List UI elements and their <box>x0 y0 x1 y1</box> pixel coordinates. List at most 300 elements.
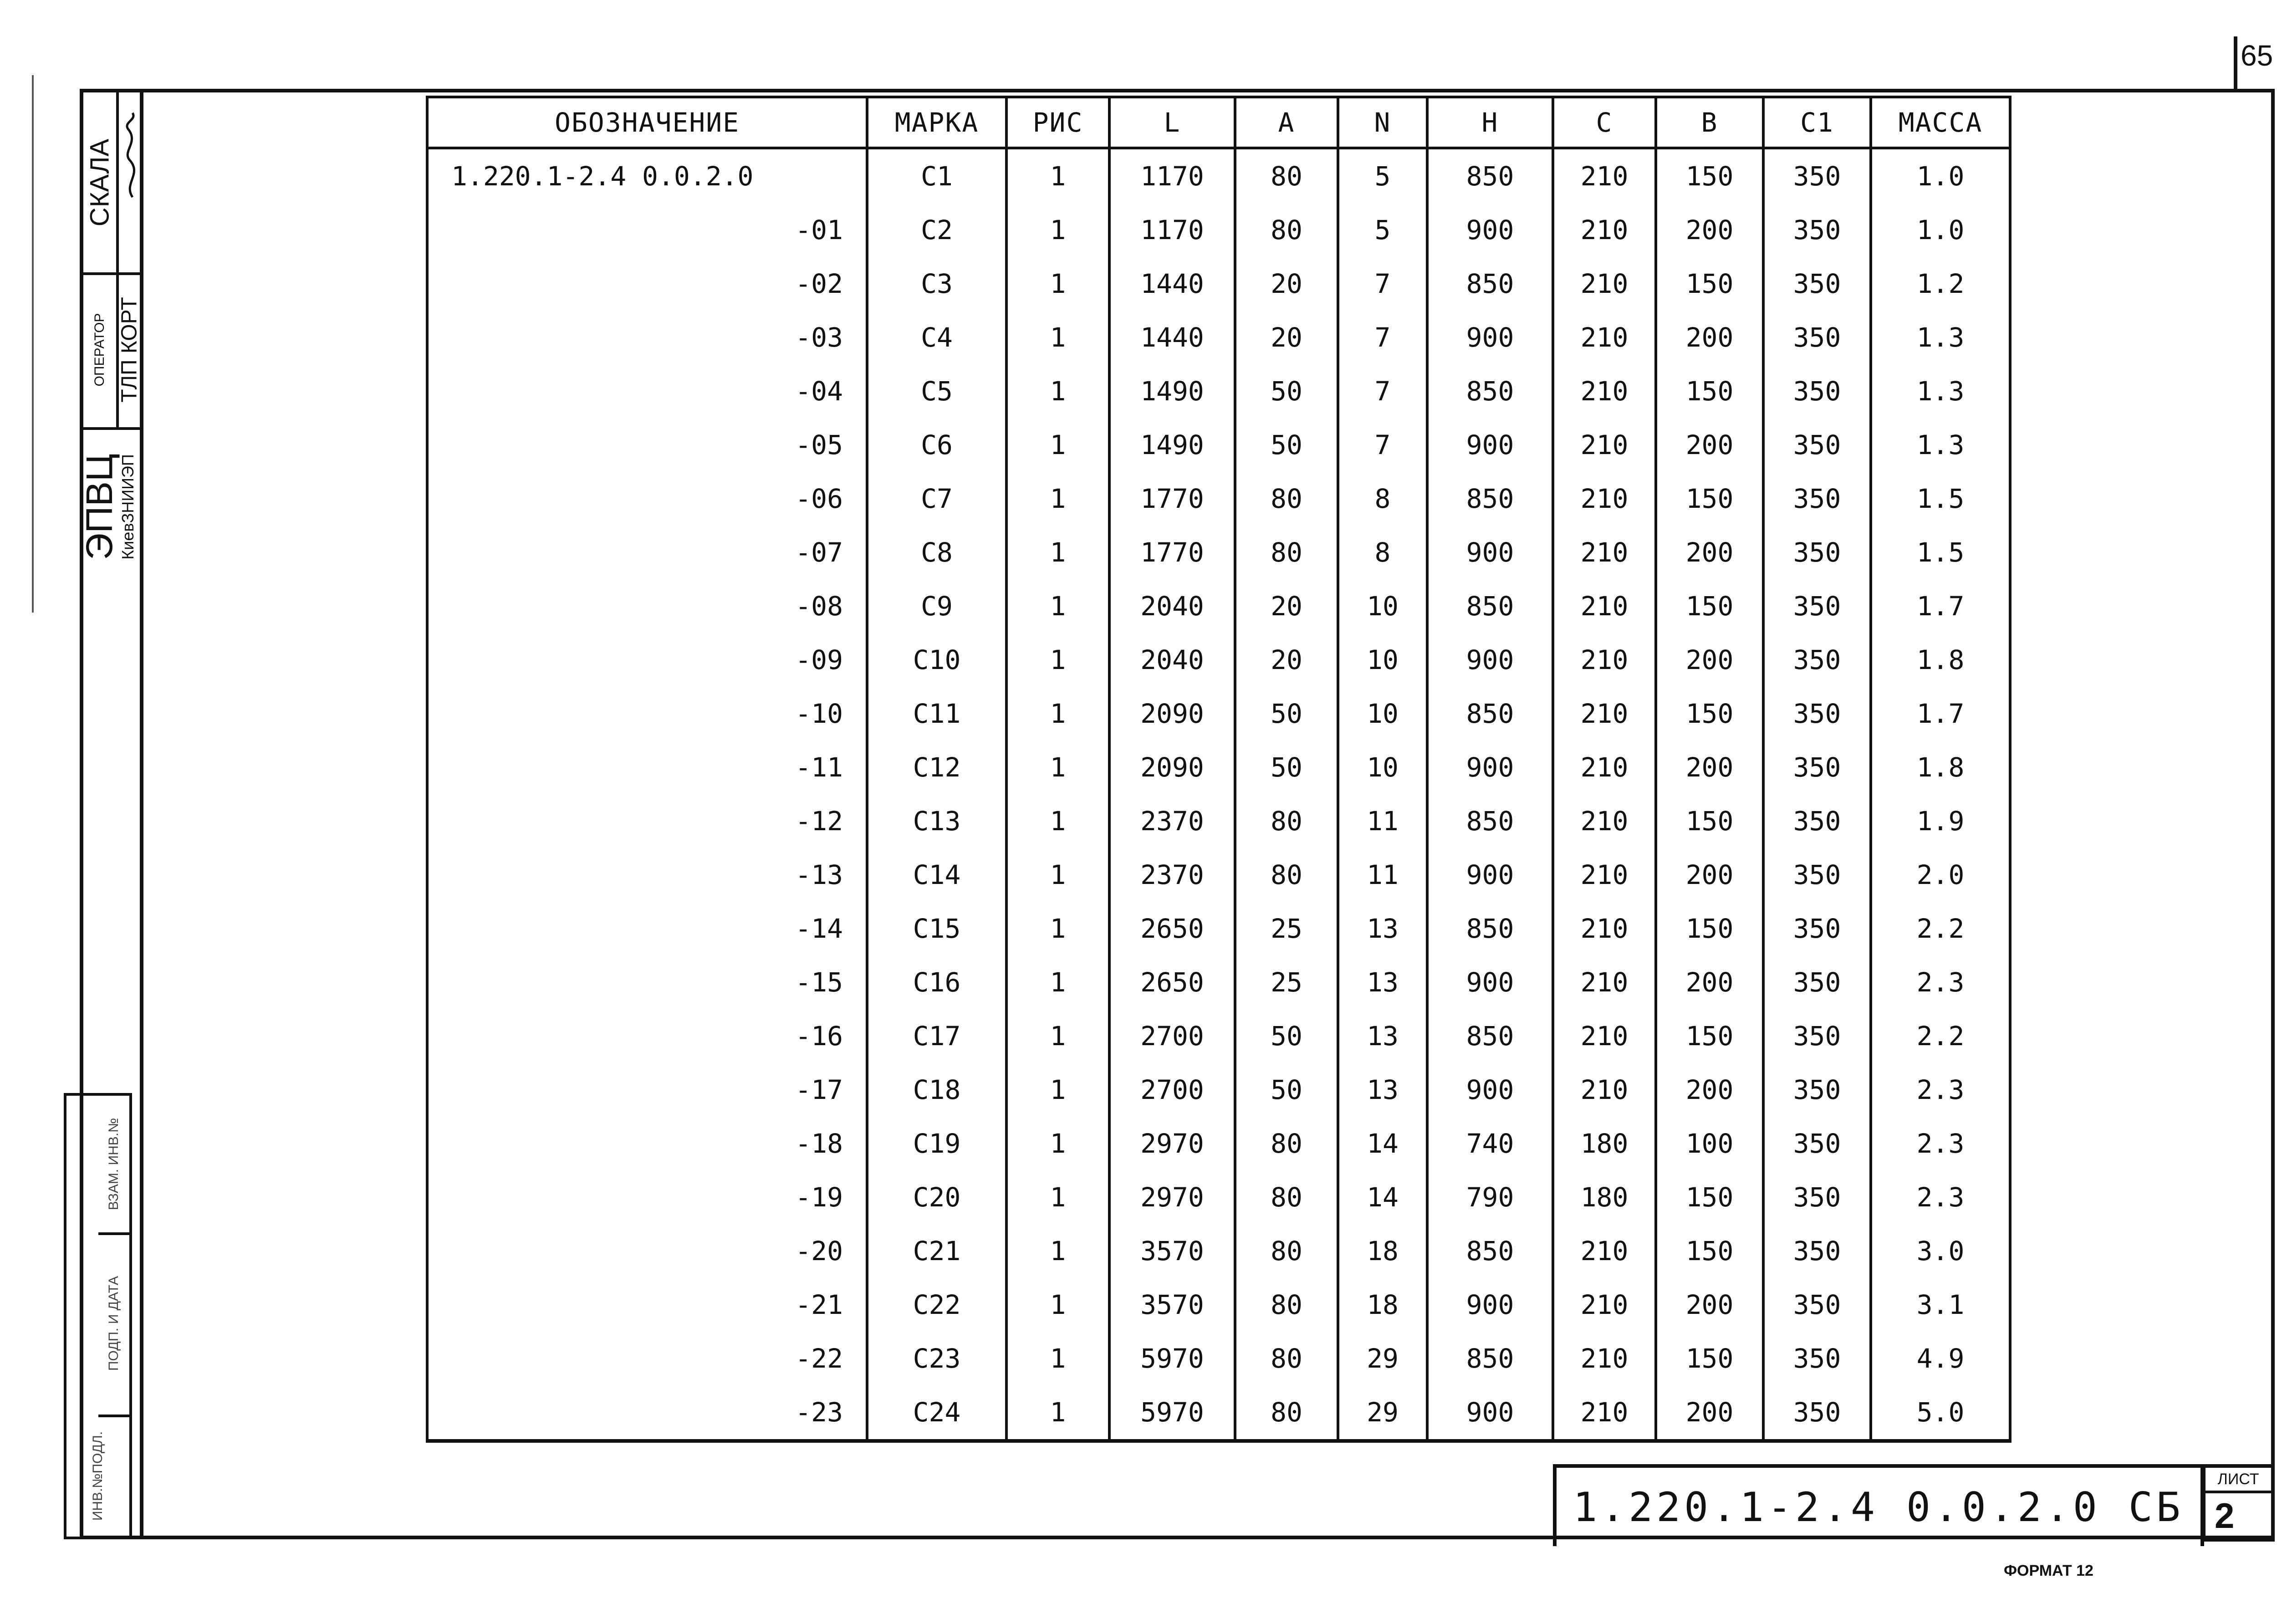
column-header: РИС <box>1006 97 1109 148</box>
inventory-label: ИНВ.№ПОДЛ. <box>90 1431 105 1521</box>
table-cell: 180 <box>1553 1117 1656 1170</box>
table-cell: 200 <box>1656 633 1763 687</box>
table-cell: 200 <box>1656 526 1763 579</box>
table-cell: 2370 <box>1109 848 1235 902</box>
table-cell: 1 <box>1006 1332 1109 1385</box>
table-cell: 7 <box>1338 364 1427 418</box>
page-number: 65 <box>2241 39 2273 72</box>
table-cell: 2090 <box>1109 687 1235 741</box>
table-cell: 350 <box>1763 364 1871 418</box>
table-cell: 350 <box>1763 1009 1871 1063</box>
table-cell: 350 <box>1763 203 1871 257</box>
table-cell: 2.3 <box>1871 1117 2010 1170</box>
table-cell: C8 <box>867 526 1006 579</box>
table-cell: -23 <box>427 1385 867 1441</box>
table-cell: 210 <box>1553 633 1656 687</box>
table-cell: 900 <box>1427 741 1553 794</box>
table-cell: 1.9 <box>1871 794 2010 848</box>
table-cell: 150 <box>1656 1224 1763 1278</box>
table-cell: 850 <box>1427 687 1553 741</box>
table-cell: -10 <box>427 687 867 741</box>
table-row <box>427 579 2010 633</box>
table-cell: 1 <box>1006 526 1109 579</box>
table-cell: 350 <box>1763 148 1871 203</box>
table-cell: 10 <box>1338 687 1427 741</box>
table-cell: 80 <box>1235 1224 1338 1278</box>
table-cell: 350 <box>1763 579 1871 633</box>
table-cell: 80 <box>1235 203 1338 257</box>
table-cell: 1 <box>1006 579 1109 633</box>
table-cell: 350 <box>1763 472 1871 526</box>
column-header: B <box>1656 97 1763 148</box>
table-row <box>427 902 2010 955</box>
table-cell: 350 <box>1763 848 1871 902</box>
column-header: N <box>1338 97 1427 148</box>
table-cell: 2700 <box>1109 1063 1235 1117</box>
table-cell: 350 <box>1763 1117 1871 1170</box>
sheet-box <box>2202 1464 2275 1542</box>
table-row <box>427 794 2010 848</box>
table-cell: 7 <box>1338 418 1427 472</box>
table-cell: 1770 <box>1109 526 1235 579</box>
table-cell: 210 <box>1553 526 1656 579</box>
table-cell: 210 <box>1553 902 1656 955</box>
table-cell: 1 <box>1006 1117 1109 1170</box>
table-cell: 200 <box>1656 311 1763 364</box>
table-cell: 350 <box>1763 955 1871 1009</box>
table-cell: 1440 <box>1109 257 1235 311</box>
table-cell: 2040 <box>1109 579 1235 633</box>
table-cell: 1 <box>1006 902 1109 955</box>
signature-icon <box>119 111 146 202</box>
table-cell: 350 <box>1763 687 1871 741</box>
table-cell: 80 <box>1235 1170 1338 1224</box>
table-cell: 210 <box>1553 741 1656 794</box>
table-cell: 80 <box>1235 472 1338 526</box>
table-cell: 350 <box>1763 1385 1871 1441</box>
table-cell: -08 <box>427 579 867 633</box>
table-cell: 2.0 <box>1871 848 2010 902</box>
table-cell: 210 <box>1553 1385 1656 1441</box>
table-cell: 210 <box>1553 148 1656 203</box>
scale-label: СКАЛА <box>85 138 115 226</box>
table-cell: -07 <box>427 526 867 579</box>
table-cell: -21 <box>427 1278 867 1332</box>
table-cell: -14 <box>427 902 867 955</box>
table-cell: 350 <box>1763 741 1871 794</box>
table-cell: 850 <box>1427 579 1553 633</box>
table-cell: 210 <box>1553 257 1656 311</box>
table-cell: -15 <box>427 955 867 1009</box>
table-row <box>427 1278 2010 1332</box>
table-cell: 900 <box>1427 955 1553 1009</box>
table-cell: 350 <box>1763 526 1871 579</box>
table-cell: 350 <box>1763 1332 1871 1385</box>
table-cell: 150 <box>1656 902 1763 955</box>
table-cell: 50 <box>1235 687 1338 741</box>
table-cell: C2 <box>867 203 1006 257</box>
table-row <box>427 1170 2010 1224</box>
table-row <box>427 364 2010 418</box>
operator-value: ТЛП КОРТ <box>117 297 142 403</box>
table-cell: 900 <box>1427 633 1553 687</box>
table-cell: -02 <box>427 257 867 311</box>
table-row <box>427 418 2010 472</box>
scale-cell <box>83 92 140 275</box>
table-cell: C4 <box>867 311 1006 364</box>
table-cell: 1 <box>1006 1063 1109 1117</box>
column-header: C1 <box>1763 97 1871 148</box>
table-cell: 3570 <box>1109 1224 1235 1278</box>
table-cell: 210 <box>1553 848 1656 902</box>
table-cell: 13 <box>1338 1009 1427 1063</box>
table-cell: 2090 <box>1109 741 1235 794</box>
table-cell: C23 <box>867 1332 1006 1385</box>
table-cell: 80 <box>1235 1278 1338 1332</box>
sign-date-cell <box>98 1232 129 1417</box>
table-cell: 210 <box>1553 1009 1656 1063</box>
table-cell: -11 <box>427 741 867 794</box>
table-cell: 1 <box>1006 1278 1109 1332</box>
table-cell: 50 <box>1235 1009 1338 1063</box>
table-cell: 2970 <box>1109 1117 1235 1170</box>
table-cell: 210 <box>1553 418 1656 472</box>
table-cell: 1 <box>1006 741 1109 794</box>
table-cell: 50 <box>1235 741 1338 794</box>
table-cell: 80 <box>1235 1117 1338 1170</box>
table-cell: 1.3 <box>1871 364 2010 418</box>
table-row <box>427 633 2010 687</box>
table-row <box>427 741 2010 794</box>
table-cell: -13 <box>427 848 867 902</box>
format-label: ФОРМАТ 12 <box>2004 1562 2093 1579</box>
table-cell: 1 <box>1006 1009 1109 1063</box>
table-cell: 1 <box>1006 848 1109 902</box>
table-cell: 200 <box>1656 741 1763 794</box>
table-cell: 2650 <box>1109 955 1235 1009</box>
table-cell: 210 <box>1553 579 1656 633</box>
table-cell: C11 <box>867 687 1006 741</box>
table-cell: 1 <box>1006 1170 1109 1224</box>
table-cell: 2700 <box>1109 1009 1235 1063</box>
table-cell: 210 <box>1553 1332 1656 1385</box>
table-cell: -22 <box>427 1332 867 1385</box>
table-row <box>427 1117 2010 1170</box>
table-cell: 150 <box>1656 1332 1763 1385</box>
table-cell: C3 <box>867 257 1006 311</box>
table-cell: 350 <box>1763 902 1871 955</box>
table-cell: 80 <box>1235 1385 1338 1441</box>
table-cell: 350 <box>1763 1278 1871 1332</box>
column-header: ОБОЗНАЧЕНИЕ <box>427 97 867 148</box>
table-cell: 8 <box>1338 472 1427 526</box>
table-cell: 5 <box>1338 203 1427 257</box>
table-cell: -16 <box>427 1009 867 1063</box>
table-cell: 150 <box>1656 148 1763 203</box>
table-cell: 210 <box>1553 955 1656 1009</box>
table-cell: 10 <box>1338 741 1427 794</box>
table-cell: 2650 <box>1109 902 1235 955</box>
table-cell: C24 <box>867 1385 1006 1441</box>
approval-strip <box>64 1093 132 1539</box>
table-cell: 850 <box>1427 1332 1553 1385</box>
table-cell: 1.7 <box>1871 687 2010 741</box>
table-cell: -09 <box>427 633 867 687</box>
table-cell: C15 <box>867 902 1006 955</box>
table-cell: 18 <box>1338 1278 1427 1332</box>
table-row <box>427 526 2010 579</box>
table-cell: 80 <box>1235 526 1338 579</box>
table-row <box>427 1063 2010 1117</box>
table-cell: 1 <box>1006 311 1109 364</box>
table-cell: C19 <box>867 1117 1006 1170</box>
table-cell: 2.2 <box>1871 902 2010 955</box>
table-row <box>427 1224 2010 1278</box>
table-cell: 150 <box>1656 1170 1763 1224</box>
table-cell: 50 <box>1235 418 1338 472</box>
table-cell: C18 <box>867 1063 1006 1117</box>
table-cell: 200 <box>1656 203 1763 257</box>
table-cell: 1 <box>1006 148 1109 203</box>
table-cell: 1170 <box>1109 203 1235 257</box>
table-cell: 350 <box>1763 633 1871 687</box>
table-cell: C17 <box>867 1009 1006 1063</box>
operator-cell <box>83 272 140 430</box>
table-cell: 150 <box>1656 472 1763 526</box>
table-cell: 25 <box>1235 955 1338 1009</box>
table-cell: 900 <box>1427 1385 1553 1441</box>
table-cell: 900 <box>1427 526 1553 579</box>
table-cell: 7 <box>1338 257 1427 311</box>
table-cell: C5 <box>867 364 1006 418</box>
table-cell: 1 <box>1006 203 1109 257</box>
table-cell: 7 <box>1338 311 1427 364</box>
table-cell: 150 <box>1656 364 1763 418</box>
table-cell: C14 <box>867 848 1006 902</box>
table-cell: 900 <box>1427 848 1553 902</box>
column-header: A <box>1235 97 1338 148</box>
page-number-divider <box>2234 36 2237 89</box>
column-header: H <box>1427 97 1553 148</box>
table-cell: 14 <box>1338 1170 1427 1224</box>
table-cell: 1 <box>1006 418 1109 472</box>
table-cell: 1 <box>1006 794 1109 848</box>
table-cell: 350 <box>1763 418 1871 472</box>
table-cell: 50 <box>1235 364 1338 418</box>
table-cell: 150 <box>1656 257 1763 311</box>
table-cell: 10 <box>1338 633 1427 687</box>
table-cell: 13 <box>1338 1063 1427 1117</box>
table-cell: 13 <box>1338 902 1427 955</box>
table-cell: 210 <box>1553 687 1656 741</box>
table-cell: 210 <box>1553 203 1656 257</box>
table-cell: 150 <box>1656 794 1763 848</box>
table-cell: 210 <box>1553 1278 1656 1332</box>
table-row <box>427 203 2010 257</box>
table-cell: 200 <box>1656 848 1763 902</box>
table-cell: 1.7 <box>1871 579 2010 633</box>
table-cell: 3.1 <box>1871 1278 2010 1332</box>
operator-label: ОПЕРАТОР <box>92 313 107 387</box>
table-header-row <box>427 97 2010 148</box>
table-cell: 2040 <box>1109 633 1235 687</box>
table-cell: 900 <box>1427 203 1553 257</box>
table-cell: 200 <box>1656 1385 1763 1441</box>
table-cell: 1.0 <box>1871 203 2010 257</box>
table-cell: 2.3 <box>1871 1170 2010 1224</box>
table-cell: -03 <box>427 311 867 364</box>
table-cell: 850 <box>1427 1224 1553 1278</box>
table-cell: 5970 <box>1109 1385 1235 1441</box>
table-cell: 1 <box>1006 364 1109 418</box>
table-cell: 13 <box>1338 955 1427 1009</box>
table-cell: -01 <box>427 203 867 257</box>
table-cell: -20 <box>427 1224 867 1278</box>
table-cell: -19 <box>427 1170 867 1224</box>
sheet-label: ЛИСТ <box>2206 1468 2271 1493</box>
table-cell: C7 <box>867 472 1006 526</box>
table-cell: 1.2 <box>1871 257 2010 311</box>
table-cell: C12 <box>867 741 1006 794</box>
table-cell: 1.5 <box>1871 526 2010 579</box>
table-cell: 900 <box>1427 311 1553 364</box>
table-row <box>427 1009 2010 1063</box>
table-cell: 900 <box>1427 418 1553 472</box>
table-cell: 14 <box>1338 1117 1427 1170</box>
table-cell: 200 <box>1656 955 1763 1009</box>
table-cell: 1 <box>1006 955 1109 1009</box>
table-cell: 350 <box>1763 794 1871 848</box>
table-cell: 3.0 <box>1871 1224 2010 1278</box>
table-cell: 150 <box>1656 687 1763 741</box>
table-cell: 18 <box>1338 1224 1427 1278</box>
table-cell: 10 <box>1338 579 1427 633</box>
table-cell: 1490 <box>1109 364 1235 418</box>
sign-date-label: ПОДП. И ДАТА <box>106 1276 121 1371</box>
replacement-cell <box>98 1096 129 1235</box>
table-cell: 150 <box>1656 579 1763 633</box>
table-cell: C20 <box>867 1170 1006 1224</box>
table-cell: 350 <box>1763 311 1871 364</box>
table-row <box>427 472 2010 526</box>
table-cell: C9 <box>867 579 1006 633</box>
table-cell: 350 <box>1763 1063 1871 1117</box>
table-cell: 1 <box>1006 687 1109 741</box>
table-cell: 1.220.1-2.4 0.0.2.0 <box>427 148 867 203</box>
column-header: C <box>1553 97 1656 148</box>
org-sub: КиевЗНИИЭП <box>118 454 137 560</box>
table-cell: 2.2 <box>1871 1009 2010 1063</box>
table-cell: 20 <box>1235 311 1338 364</box>
table-cell: 20 <box>1235 579 1338 633</box>
sheet-number: 2 <box>2215 1496 2235 1536</box>
document-designation: 1.220.1-2.4 0.0.2.0 СБ <box>1553 1464 2204 1546</box>
table-cell: 740 <box>1427 1117 1553 1170</box>
table-cell: C6 <box>867 418 1006 472</box>
table-cell: 850 <box>1427 148 1553 203</box>
org-main: ЭПВЦ <box>79 454 120 560</box>
table-cell: 1 <box>1006 1385 1109 1441</box>
table-cell: 80 <box>1235 848 1338 902</box>
table-cell: 210 <box>1553 364 1656 418</box>
table-cell: 1170 <box>1109 148 1235 203</box>
table-cell: 1.3 <box>1871 311 2010 364</box>
table-cell: 850 <box>1427 364 1553 418</box>
table-cell: 200 <box>1656 1063 1763 1117</box>
table-cell: 50 <box>1235 1063 1338 1117</box>
organization-cell <box>79 427 140 587</box>
table-cell: -17 <box>427 1063 867 1117</box>
table-row <box>427 687 2010 741</box>
table-cell: 850 <box>1427 472 1553 526</box>
table-cell: 200 <box>1656 1278 1763 1332</box>
table-cell: 2.3 <box>1871 1063 2010 1117</box>
table-cell: 100 <box>1656 1117 1763 1170</box>
table-cell: 150 <box>1656 1009 1763 1063</box>
margin-line <box>32 75 34 613</box>
table-row <box>427 148 2010 203</box>
table-cell: 350 <box>1763 257 1871 311</box>
table-cell: 8 <box>1338 526 1427 579</box>
table-cell: 900 <box>1427 1278 1553 1332</box>
table-cell: -05 <box>427 418 867 472</box>
table-cell: 1.5 <box>1871 472 2010 526</box>
table-cell: 25 <box>1235 902 1338 955</box>
table-cell: 1490 <box>1109 418 1235 472</box>
table-cell: 29 <box>1338 1332 1427 1385</box>
table-cell: 180 <box>1553 1170 1656 1224</box>
table-cell: -18 <box>427 1117 867 1170</box>
table-row <box>427 848 2010 902</box>
table-cell: C21 <box>867 1224 1006 1278</box>
table-cell: 4.9 <box>1871 1332 2010 1385</box>
table-cell: 1 <box>1006 1224 1109 1278</box>
table-cell: 2.3 <box>1871 955 2010 1009</box>
table-cell: 850 <box>1427 257 1553 311</box>
table-cell: 1.8 <box>1871 741 2010 794</box>
replacement-label: ВЗАМ. ИНВ.№ <box>106 1118 121 1210</box>
column-header: МАССА <box>1871 97 2010 148</box>
table-cell: 200 <box>1656 418 1763 472</box>
table-cell: C16 <box>867 955 1006 1009</box>
table-cell: 350 <box>1763 1224 1871 1278</box>
table-cell: 850 <box>1427 794 1553 848</box>
column-header: L <box>1109 97 1235 148</box>
table-cell: 350 <box>1763 1170 1871 1224</box>
table-cell: 900 <box>1427 1063 1553 1117</box>
table-cell: 80 <box>1235 794 1338 848</box>
table-row <box>427 311 2010 364</box>
table-row <box>427 257 2010 311</box>
table-cell: 790 <box>1427 1170 1553 1224</box>
table-cell: -12 <box>427 794 867 848</box>
table-cell: -04 <box>427 364 867 418</box>
table-cell: 20 <box>1235 257 1338 311</box>
table-cell: 2370 <box>1109 794 1235 848</box>
table-cell: 80 <box>1235 1332 1338 1385</box>
table-cell: 210 <box>1553 1063 1656 1117</box>
table-cell: 1440 <box>1109 311 1235 364</box>
table-cell: -06 <box>427 472 867 526</box>
table-row <box>427 1332 2010 1385</box>
table-cell: 210 <box>1553 794 1656 848</box>
table-cell: 5 <box>1338 148 1427 203</box>
specification-table <box>426 96 2012 1443</box>
table-cell: 850 <box>1427 1009 1553 1063</box>
table-cell: C13 <box>867 794 1006 848</box>
column-header: МАРКА <box>867 97 1006 148</box>
table-cell: 210 <box>1553 311 1656 364</box>
